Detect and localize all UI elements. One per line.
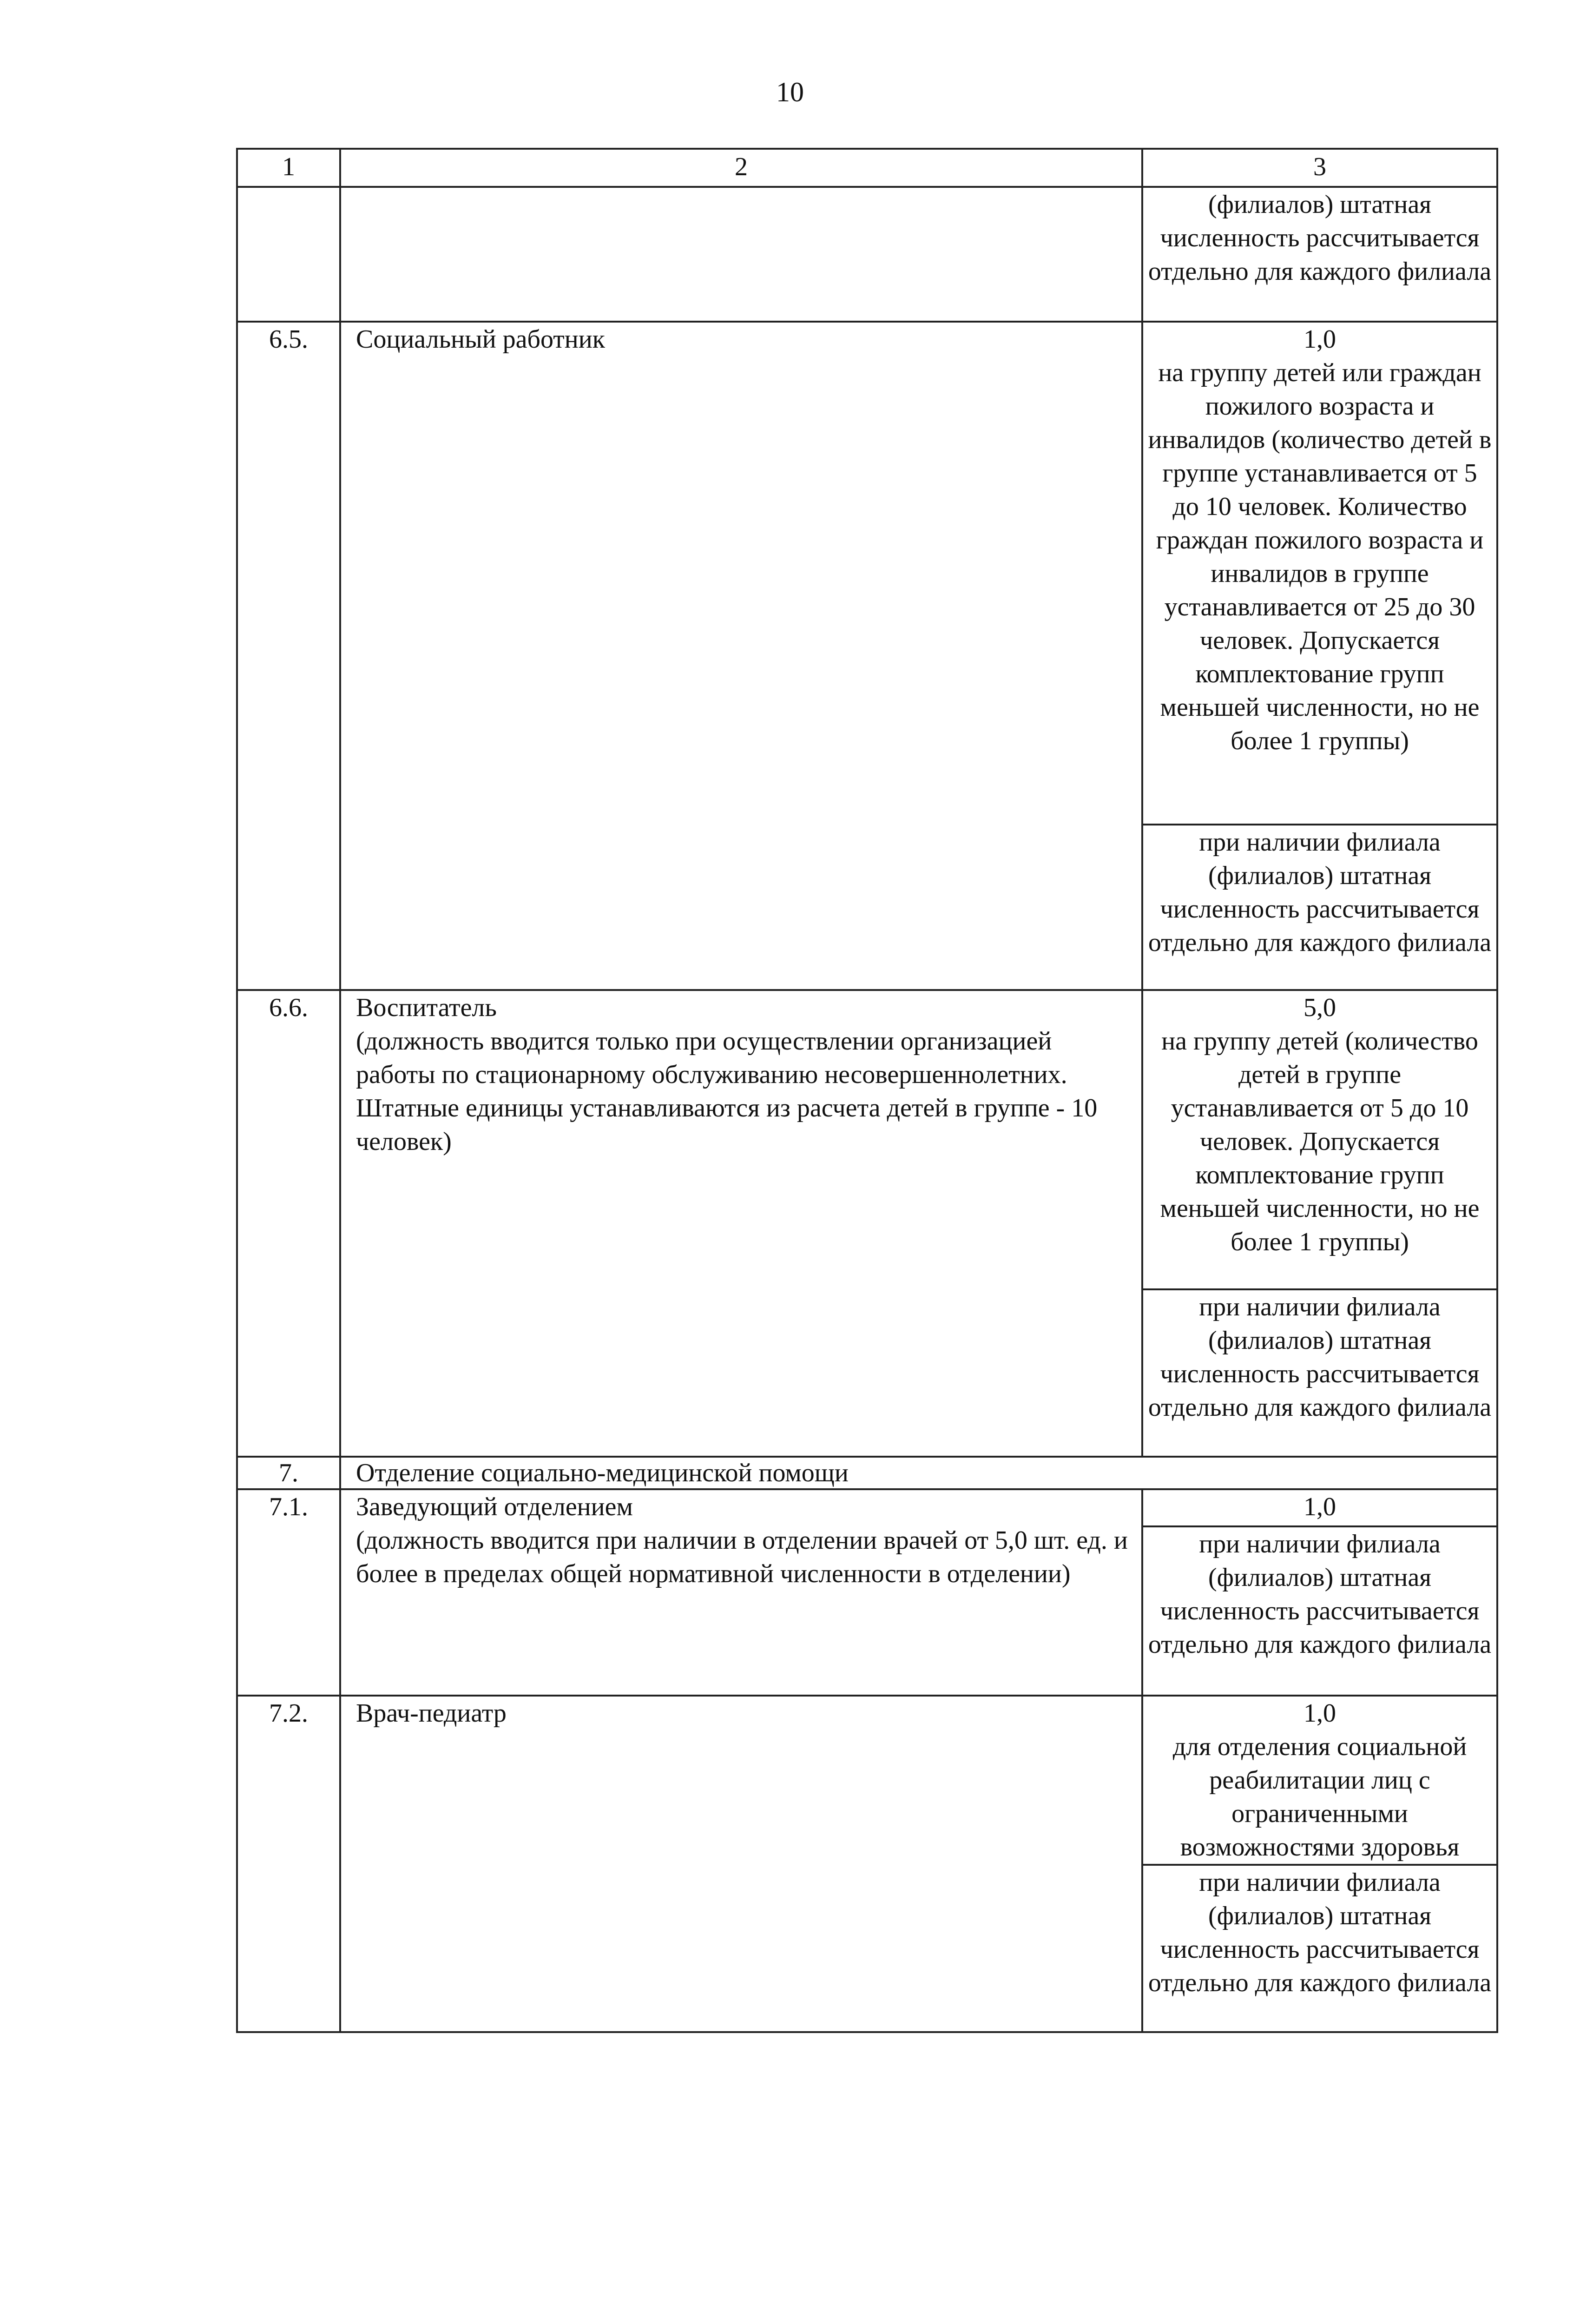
- norm-description: на группу детей (количество детей в группе устанавливается от 5 до 10 человек. Допускается комплектование групп меньшей численности, но не более 1 группы): [1160, 1027, 1480, 1256]
- table-row: [237, 187, 1497, 322]
- norm-value: 1,0: [1304, 325, 1336, 354]
- branch-note-cell: при наличии филиала (филиалов) штатная численность рассчитывается отдельно для каждого филиала: [1142, 1865, 1497, 2032]
- section-title: Отделение социально-медицинской помощи: [340, 1457, 1497, 1489]
- row-number: 6.6.: [237, 990, 340, 1457]
- row-number: 7.1.: [237, 1489, 340, 1696]
- branch-note-cell: при наличии филиала (филиалов) штатная численность рассчитывается отдельно для каждого филиала: [1142, 1289, 1497, 1457]
- position-title: [340, 1489, 1142, 1696]
- position-name: Социальный работник: [356, 325, 605, 354]
- table-row: [237, 1696, 1497, 1865]
- branch-note-cell: при наличии филиала (филиалов) штатная численность рассчитывается отдельно для каждого филиала: [1142, 1526, 1497, 1696]
- position-description: (должность вводится только при осуществлении организацией работы по стационарному обслуживанию несовершеннолетних. Штатные единицы устанавливаются из расчета детей в группе - 10 человек): [356, 1027, 1098, 1156]
- position-title: [340, 990, 1142, 1457]
- position-name: Заведующий отделением: [356, 1492, 633, 1521]
- row-number: 6.5.: [237, 322, 340, 990]
- table-header-row: [237, 149, 1497, 187]
- position-cell: [340, 187, 1142, 322]
- position-title: [340, 1696, 1142, 2032]
- position-name: Воспитатель: [356, 993, 497, 1022]
- norm-value: 5,0: [1304, 993, 1336, 1022]
- table-row: [237, 1489, 1497, 1526]
- column-2-header: 2: [340, 149, 1142, 187]
- row-number: 7.2.: [237, 1696, 340, 2032]
- column-1-header: 1: [237, 149, 340, 187]
- norm-value: 1,0: [1142, 1489, 1497, 1526]
- section-row: [237, 1457, 1497, 1489]
- norm-cell: [1142, 990, 1497, 1289]
- position-title: [340, 322, 1142, 990]
- row-number: 7.: [237, 1457, 340, 1489]
- norm-cell: [1142, 1696, 1497, 1865]
- norm-description: на группу детей или граждан пожилого возраста и инвалидов (количество детей в группе устанавливается от 5 до 10 человек. Количество граждан пожилого возраста и инвалидов в группе устанавливается от 25 до 30 человек. Допускается комплектование групп меньшей численности, но не более 1 группы): [1148, 358, 1492, 755]
- branch-note-cell: (филиалов) штатная численность рассчитывается отдельно для каждого филиала: [1142, 187, 1497, 322]
- position-description: (должность вводится при наличии в отделении врачей от 5,0 шт. ед. и более в пределах общей нормативной численности в отделении): [356, 1526, 1128, 1588]
- column-3-header: 3: [1142, 149, 1497, 187]
- row-number-cell: [237, 187, 340, 322]
- table-row: [237, 322, 1497, 825]
- norm-cell: [1142, 322, 1497, 825]
- table-row: [237, 990, 1497, 1289]
- position-name: Врач-педиатр: [356, 1699, 507, 1728]
- norm-value: 1,0: [1304, 1699, 1336, 1728]
- branch-note-cell: при наличии филиала (филиалов) штатная численность рассчитывается отдельно для каждого филиала: [1142, 825, 1497, 990]
- norm-description: для отделения социальной реабилитации лиц с ограниченными возможностями здоровья: [1172, 1732, 1467, 1862]
- page-number: 10: [776, 77, 804, 107]
- staffing-table: [236, 148, 1498, 2033]
